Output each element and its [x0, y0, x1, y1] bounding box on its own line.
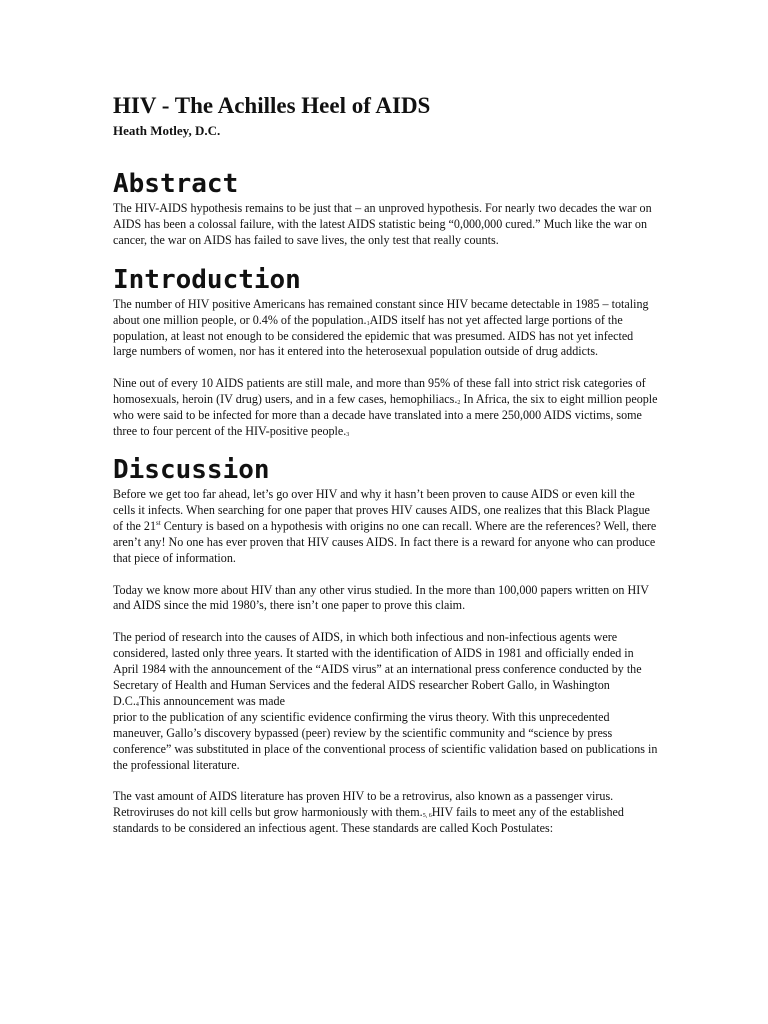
author-line: Heath Motley, D.C. — [113, 123, 221, 138]
document-page — [113, 92, 658, 837]
introduction-paragraph-1 — [113, 297, 658, 361]
discussion-paragraph-3 — [113, 630, 658, 773]
intro-p2-text-b: In Africa, the six to eight million people who were said to be infected for more than a decade have translated into a mere 250,000 AIDS victims, some three to four percent of the HIV-positive people. — [113, 392, 658, 439]
ordinal-suffix: st — [156, 518, 161, 527]
footnote-ref-2: 2 — [457, 400, 461, 407]
footnote-ref-1: 1 — [366, 320, 370, 327]
discussion-heading: Discussion — [113, 454, 270, 485]
intro-p1-text-a: The number of HIV positive Americans has remained constant since HIV became detectable in 1985 – totaling about one million people, or 0.4% of the population. — [113, 296, 649, 327]
intro-p2-text-a: Nine out of every 10 AIDS patients are still male, and more than 95% of these fall into strict risk categories of homosexuals, heroin (IV drug) users, and in a few cases, hemophiliacs. — [113, 376, 646, 407]
discussion-paragraph-1 — [113, 487, 658, 567]
footnote-ref-5-6: 5, 6 — [422, 813, 432, 820]
disc-p3-text-c: prior to the publication of any scientific evidence confirming the virus theory. With this unprecedented maneuver, Gallo’s discovery bypassed (peer) review by the scientific community and “science by press conference” was substituted in place of the conventional process of scientific validation based on publications in the professional literature. — [113, 709, 658, 772]
introduction-heading: Introduction — [113, 264, 301, 295]
abstract-heading: Abstract — [113, 169, 239, 199]
introduction-paragraph-2 — [113, 376, 658, 440]
disc-p3-text-a: The period of research into the causes of AIDS, in which both infectious and non-infectious agents were considered, lasted only three years. It started with the identification of AIDS in 1981 and officially ended in April 1984 with the announcement of the “AIDS virus” at an international press conference conducted by the Secretary of Health and Human Services and the federal AIDS researcher Robert Gallo, in Washington D.C. — [113, 630, 642, 708]
disc-p1-text-b: Century is based on a hypothesis with origins no one can recall. Where are the references? Well, there aren’t any! No one has ever proven that HIV causes AIDS. In fact there is a reward for anyone who can produce that piece of information. — [113, 518, 657, 565]
disc-p4-text-a: The vast amount of AIDS literature has proven HIV to be a retrovirus, also known as a passenger virus. Retroviruses do not kill cells but grow harmoniously with them. — [113, 789, 614, 820]
intro-p1-text-b: AIDS itself has not yet affected large portions of the population, at least not enough to be considered the epidemic that was presumed. AIDS has not yet infected large numbers of women, nor has it entered into the heterosexual population outside of drug addicts. — [113, 312, 634, 359]
disc-p1-text-a: Before we get too far ahead, let’s go over HIV and why it hasn’t been proven to cause AIDS or even kill the cells it infects. When searching for one paper that proves HIV causes AIDS, one realizes that this Black Plague of the 21 — [113, 486, 650, 533]
footnote-ref-3: 3 — [346, 432, 350, 439]
disc-p3-text-b: This announcement was made — [138, 693, 285, 708]
document-title: HIV - The Achilles Heel of AIDS — [113, 93, 431, 118]
footnote-ref-4: 4 — [135, 701, 139, 708]
disc-p4-text-b: HIV fails to meet any of the established standards to be considered an infectious agent. These standards are called Koch Postulates: — [113, 805, 624, 836]
abstract-paragraph: The HIV-AIDS hypothesis remains to be just that – an unproved hypothesis. For nearly two decades the war on AIDS has been a colossal failure, with the latest AIDS statistic being “0,000,000 cured.” Much like the war on cancer, the war on AIDS has failed to save lives, the only test that really counts. — [113, 201, 652, 247]
discussion-paragraph-2: Today we know more about HIV than any other virus studied. In the more than 100,000 papers written on HIV and AIDS since the mid 1980’s, there isn’t one paper to prove this claim. — [113, 582, 649, 613]
discussion-paragraph-4 — [113, 789, 658, 837]
